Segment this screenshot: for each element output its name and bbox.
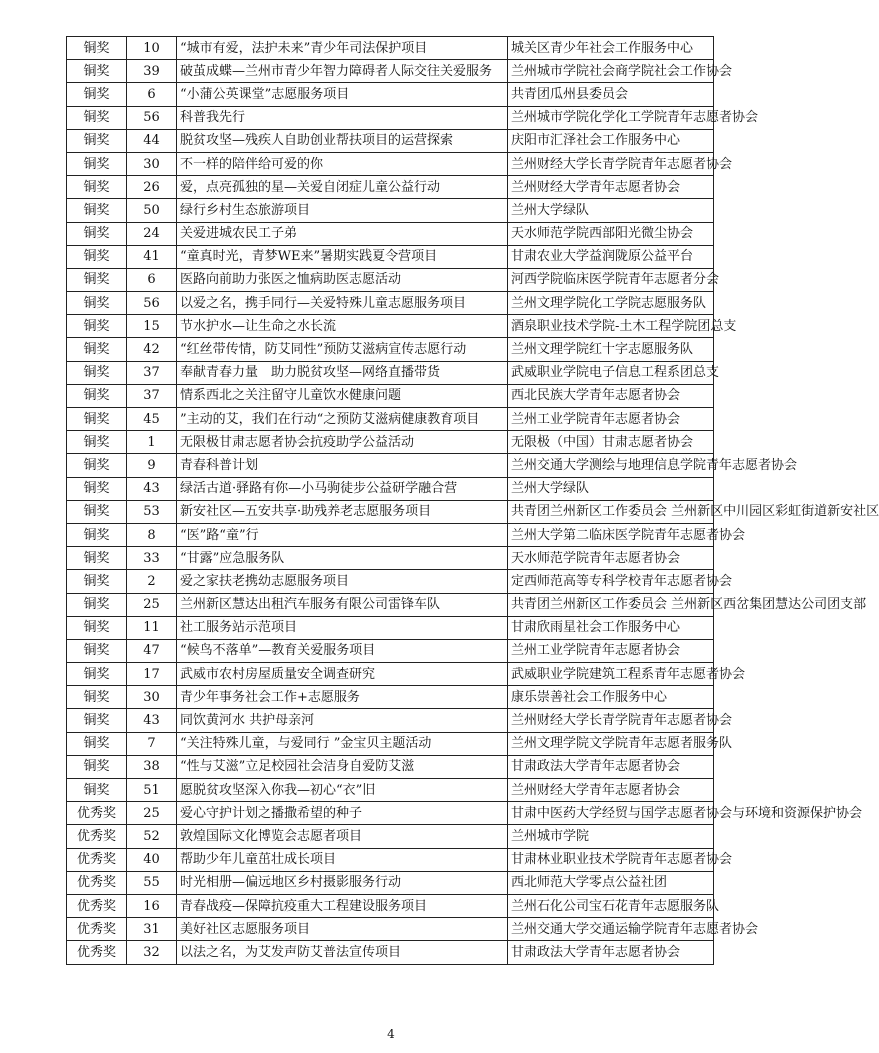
number-cell: 37 <box>127 384 177 407</box>
number-cell: 47 <box>127 639 177 662</box>
award-cell: 铜奖 <box>67 477 127 500</box>
organization-cell: 兰州城市学院 <box>508 825 714 848</box>
organization-cell: 兰州财经大学青年志愿者协会 <box>508 176 714 199</box>
number-cell: 43 <box>127 709 177 732</box>
award-cell: 铜奖 <box>67 245 127 268</box>
number-cell: 24 <box>127 222 177 245</box>
award-cell: 铜奖 <box>67 570 127 593</box>
number-cell: 9 <box>127 454 177 477</box>
number-cell: 50 <box>127 199 177 222</box>
project-name-cell: 青春科普计划 <box>177 454 508 477</box>
award-cell: 优秀奖 <box>67 848 127 871</box>
organization-cell: 兰州文理学院红十字志愿服务队 <box>508 338 714 361</box>
award-cell: 铜奖 <box>67 106 127 129</box>
award-cell: 优秀奖 <box>67 918 127 941</box>
project-name-cell: 青春战疫—保障抗疫重大工程建设服务项目 <box>177 894 508 917</box>
table-row <box>67 338 714 361</box>
organization-cell: 甘肃林业职业技术学院青年志愿者协会 <box>508 848 714 871</box>
number-cell: 11 <box>127 616 177 639</box>
table-row <box>67 361 714 384</box>
project-name-cell: ”主动的艾，我们在行动“之预防艾滋病健康教育项目 <box>177 408 508 431</box>
award-cell: 铜奖 <box>67 454 127 477</box>
table-row <box>67 523 714 546</box>
number-cell: 44 <box>127 129 177 152</box>
table-row <box>67 292 714 315</box>
number-cell: 41 <box>127 245 177 268</box>
number-cell: 30 <box>127 686 177 709</box>
project-name-cell: “红丝带传情，防艾同性”预防艾滋病宣传志愿行动 <box>177 338 508 361</box>
award-cell: 优秀奖 <box>67 941 127 964</box>
organization-cell: 武威职业学院电子信息工程系团总支 <box>508 361 714 384</box>
project-name-cell: “性与艾滋”立足校园社会洁身自爱防艾滋 <box>177 755 508 778</box>
table-row <box>67 83 714 106</box>
award-cell: 铜奖 <box>67 37 127 60</box>
award-cell: 铜奖 <box>67 292 127 315</box>
organization-cell: 酒泉职业技术学院-土木工程学院团总支 <box>508 315 714 338</box>
number-cell: 40 <box>127 848 177 871</box>
organization-cell: 甘肃农业大学益润陇原公益平台 <box>508 245 714 268</box>
table-row <box>67 593 714 616</box>
table-row <box>67 106 714 129</box>
number-cell: 42 <box>127 338 177 361</box>
number-cell: 26 <box>127 176 177 199</box>
organization-cell: 天水师范学院青年志愿者协会 <box>508 547 714 570</box>
table-row <box>67 686 714 709</box>
award-cell: 铜奖 <box>67 83 127 106</box>
project-name-cell: 奉献青春力量 助力脱贫攻坚—网络直播带货 <box>177 361 508 384</box>
project-name-cell: 以爱之名，携手同行—关爱特殊儿童志愿服务项目 <box>177 292 508 315</box>
number-cell: 15 <box>127 315 177 338</box>
project-name-cell: 不一样的陪伴给可爱的你 <box>177 152 508 175</box>
project-name-cell: 时光相册—偏远地区乡村摄影服务行动 <box>177 871 508 894</box>
organization-cell: 无限极（中国）甘肃志愿者协会 <box>508 431 714 454</box>
number-cell: 30 <box>127 152 177 175</box>
number-cell: 25 <box>127 593 177 616</box>
number-cell: 53 <box>127 500 177 523</box>
table-row <box>67 268 714 291</box>
number-cell: 38 <box>127 755 177 778</box>
table-row <box>67 477 714 500</box>
table-row <box>67 732 714 755</box>
table-row <box>67 37 714 60</box>
organization-cell: 兰州大学绿队 <box>508 199 714 222</box>
table-row <box>67 616 714 639</box>
table-row <box>67 918 714 941</box>
table-row <box>67 60 714 83</box>
number-cell: 16 <box>127 894 177 917</box>
page-number: 4 <box>387 1027 395 1041</box>
organization-cell: 共青团瓜州县委员会 <box>508 83 714 106</box>
project-name-cell: “童真时光，青梦WE来”暑期实践夏令营项目 <box>177 245 508 268</box>
number-cell: 31 <box>127 918 177 941</box>
number-cell: 39 <box>127 60 177 83</box>
organization-cell: 武威职业学院建筑工程系青年志愿者协会 <box>508 663 714 686</box>
organization-cell: 兰州城市学院社会商学院社会工作协会 <box>508 60 714 83</box>
table-row <box>67 663 714 686</box>
award-cell: 铜奖 <box>67 779 127 802</box>
project-name-cell: 脱贫攻坚—残疾人自助创业帮扶项目的运营探索 <box>177 129 508 152</box>
organization-cell: 甘肃政法大学青年志愿者协会 <box>508 755 714 778</box>
project-name-cell: “关注特殊儿童，与爱同行 ”金宝贝主题活动 <box>177 732 508 755</box>
project-name-cell: “候鸟不落单”—教育关爱服务项目 <box>177 639 508 662</box>
organization-cell: 兰州城市学院化学化工学院青年志愿者协会 <box>508 106 714 129</box>
project-name-cell: 绿活古道·驿路有你—小马驹徒步公益研学融合营 <box>177 477 508 500</box>
table-row <box>67 454 714 477</box>
organization-cell: 兰州财经大学长青学院青年志愿者协会 <box>508 152 714 175</box>
project-name-cell: 以法之名，为艾发声防艾普法宣传项目 <box>177 941 508 964</box>
number-cell: 45 <box>127 408 177 431</box>
award-cell: 铜奖 <box>67 616 127 639</box>
organization-cell: 兰州文理学院文学院青年志愿者服务队 <box>508 732 714 755</box>
number-cell: 6 <box>127 83 177 106</box>
award-cell: 铜奖 <box>67 176 127 199</box>
project-name-cell: 爱，点亮孤独的星—关爱自闭症儿童公益行动 <box>177 176 508 199</box>
table-row <box>67 315 714 338</box>
project-name-cell: “城市有爱，法护未来”青少年司法保护项目 <box>177 37 508 60</box>
number-cell: 43 <box>127 477 177 500</box>
awards-table-body <box>67 37 879 965</box>
award-cell: 铜奖 <box>67 755 127 778</box>
number-cell: 51 <box>127 779 177 802</box>
number-cell: 8 <box>127 523 177 546</box>
number-cell: 56 <box>127 106 177 129</box>
table-row <box>67 199 714 222</box>
award-cell: 铜奖 <box>67 523 127 546</box>
award-cell: 铜奖 <box>67 547 127 570</box>
project-name-cell: 关爱进城农民工子弟 <box>177 222 508 245</box>
number-cell: 1 <box>127 431 177 454</box>
table-row <box>67 431 714 454</box>
number-cell: 10 <box>127 37 177 60</box>
table-row <box>67 825 714 848</box>
award-cell: 铜奖 <box>67 315 127 338</box>
project-name-cell: 绿行乡村生态旅游项目 <box>177 199 508 222</box>
award-cell: 铜奖 <box>67 338 127 361</box>
table-row <box>67 384 714 407</box>
organization-cell: 兰州交通大学交通运输学院青年志愿者协会 <box>508 918 714 941</box>
project-name-cell: “医”路“童”行 <box>177 523 508 546</box>
organization-cell: 兰州财经大学青年志愿者协会 <box>508 779 714 802</box>
organization-cell: 共青团兰州新区工作委员会 兰州新区中川园区彩虹街道新安社区 <box>508 500 714 523</box>
award-cell: 铜奖 <box>67 268 127 291</box>
table-row <box>67 848 714 871</box>
table-row <box>67 129 714 152</box>
organization-cell: 兰州文理学院化工学院志愿服务队 <box>508 292 714 315</box>
award-cell: 铜奖 <box>67 500 127 523</box>
award-cell: 铜奖 <box>67 593 127 616</box>
organization-cell: 西北师范大学零点公益社团 <box>508 871 714 894</box>
table-row <box>67 222 714 245</box>
project-name-cell: 无限极甘肃志愿者协会抗疫助学公益活动 <box>177 431 508 454</box>
organization-cell: 河西学院临床医学院青年志愿者分会 <box>508 268 714 291</box>
award-cell: 铜奖 <box>67 60 127 83</box>
organization-cell: 定西师范高等专科学校青年志愿者协会 <box>508 570 714 593</box>
number-cell: 37 <box>127 361 177 384</box>
organization-cell: 西北民族大学青年志愿者协会 <box>508 384 714 407</box>
award-cell: 铜奖 <box>67 732 127 755</box>
award-cell: 铜奖 <box>67 361 127 384</box>
organization-cell: 兰州大学绿队 <box>508 477 714 500</box>
project-name-cell: “甘露”应急服务队 <box>177 547 508 570</box>
table-row <box>67 802 714 825</box>
project-name-cell: 新安社区—五安共享·助残养老志愿服务项目 <box>177 500 508 523</box>
award-cell: 铜奖 <box>67 686 127 709</box>
awards-table <box>66 36 879 965</box>
number-cell: 2 <box>127 570 177 593</box>
number-cell: 55 <box>127 871 177 894</box>
project-name-cell: 科普我先行 <box>177 106 508 129</box>
project-name-cell: 美好社区志愿服务项目 <box>177 918 508 941</box>
award-cell: 铜奖 <box>67 152 127 175</box>
organization-cell: 兰州交通大学测绘与地理信息学院青年志愿者协会 <box>508 454 714 477</box>
project-name-cell: 节水护水—让生命之水长流 <box>177 315 508 338</box>
table-row <box>67 176 714 199</box>
organization-cell: 城关区青少年社会工作服务中心 <box>508 37 714 60</box>
project-name-cell: 情系西北之关注留守儿童饮水健康问题 <box>177 384 508 407</box>
table-row <box>67 570 714 593</box>
organization-cell: 天水师范学院西部阳光微尘协会 <box>508 222 714 245</box>
organization-cell: 庆阳市汇泽社会工作服务中心 <box>508 129 714 152</box>
project-name-cell: 兰州新区慧达出租汽车服务有限公司雷锋车队 <box>177 593 508 616</box>
award-cell: 铜奖 <box>67 199 127 222</box>
award-cell: 铜奖 <box>67 129 127 152</box>
project-name-cell: 敦煌国际文化博览会志愿者项目 <box>177 825 508 848</box>
table-row <box>67 755 714 778</box>
organization-cell: 甘肃欣雨星社会工作服务中心 <box>508 616 714 639</box>
project-name-cell: 爱之家扶老携幼志愿服务项目 <box>177 570 508 593</box>
project-name-cell: 爱心守护计划之播撒希望的种子 <box>177 802 508 825</box>
award-cell: 铜奖 <box>67 431 127 454</box>
award-cell: 铜奖 <box>67 408 127 431</box>
number-cell: 52 <box>127 825 177 848</box>
award-cell: 铜奖 <box>67 709 127 732</box>
project-name-cell: 愿脱贫攻坚深入你我—初心“衣”旧 <box>177 779 508 802</box>
table-row <box>67 245 714 268</box>
organization-cell: 康乐崇善社会工作服务中心 <box>508 686 714 709</box>
project-name-cell: 武威市农村房屋质量安全调查研究 <box>177 663 508 686</box>
number-cell: 17 <box>127 663 177 686</box>
award-cell: 优秀奖 <box>67 802 127 825</box>
table-row <box>67 894 714 917</box>
number-cell: 7 <box>127 732 177 755</box>
organization-cell: 兰州工业学院青年志愿者协会 <box>508 408 714 431</box>
table-row <box>67 639 714 662</box>
organization-cell: 兰州大学第二临床医学院青年志愿者协会 <box>508 523 714 546</box>
organization-cell: 甘肃中医药大学经贸与国学志愿者协会与环境和资源保护协会 <box>508 802 714 825</box>
award-cell: 优秀奖 <box>67 871 127 894</box>
number-cell: 33 <box>127 547 177 570</box>
table-row <box>67 941 714 964</box>
organization-cell: 兰州工业学院青年志愿者协会 <box>508 639 714 662</box>
award-cell: 铜奖 <box>67 384 127 407</box>
number-cell: 6 <box>127 268 177 291</box>
table-row <box>67 152 714 175</box>
table-row <box>67 408 714 431</box>
award-cell: 铜奖 <box>67 222 127 245</box>
table-row <box>67 500 714 523</box>
award-cell: 铜奖 <box>67 639 127 662</box>
organization-cell: 共青团兰州新区工作委员会 兰州新区西岔集团慧达公司团支部 <box>508 593 714 616</box>
organization-cell: 兰州石化公司宝石花青年志愿服务队 <box>508 894 714 917</box>
project-name-cell: 破茧成蝶—兰州市青少年智力障碍者人际交往关爱服务 <box>177 60 508 83</box>
project-name-cell: 同饮黄河水 共护母亲河 <box>177 709 508 732</box>
table-row <box>67 871 714 894</box>
project-name-cell: 青少年事务社会工作+志愿服务 <box>177 686 508 709</box>
organization-cell: 兰州财经大学长青学院青年志愿者协会 <box>508 709 714 732</box>
table-row <box>67 779 714 802</box>
project-name-cell: “小蒲公英课堂”志愿服务项目 <box>177 83 508 106</box>
award-cell: 铜奖 <box>67 663 127 686</box>
organization-cell: 甘肃政法大学青年志愿者协会 <box>508 941 714 964</box>
project-name-cell: 帮助少年儿童茁壮成长项目 <box>177 848 508 871</box>
award-cell: 优秀奖 <box>67 825 127 848</box>
table-row <box>67 547 714 570</box>
project-name-cell: 医路向前助力张医之恤病助医志愿活动 <box>177 268 508 291</box>
table-row <box>67 709 714 732</box>
award-cell: 优秀奖 <box>67 894 127 917</box>
project-name-cell: 社工服务站示范项目 <box>177 616 508 639</box>
number-cell: 56 <box>127 292 177 315</box>
number-cell: 32 <box>127 941 177 964</box>
number-cell: 25 <box>127 802 177 825</box>
